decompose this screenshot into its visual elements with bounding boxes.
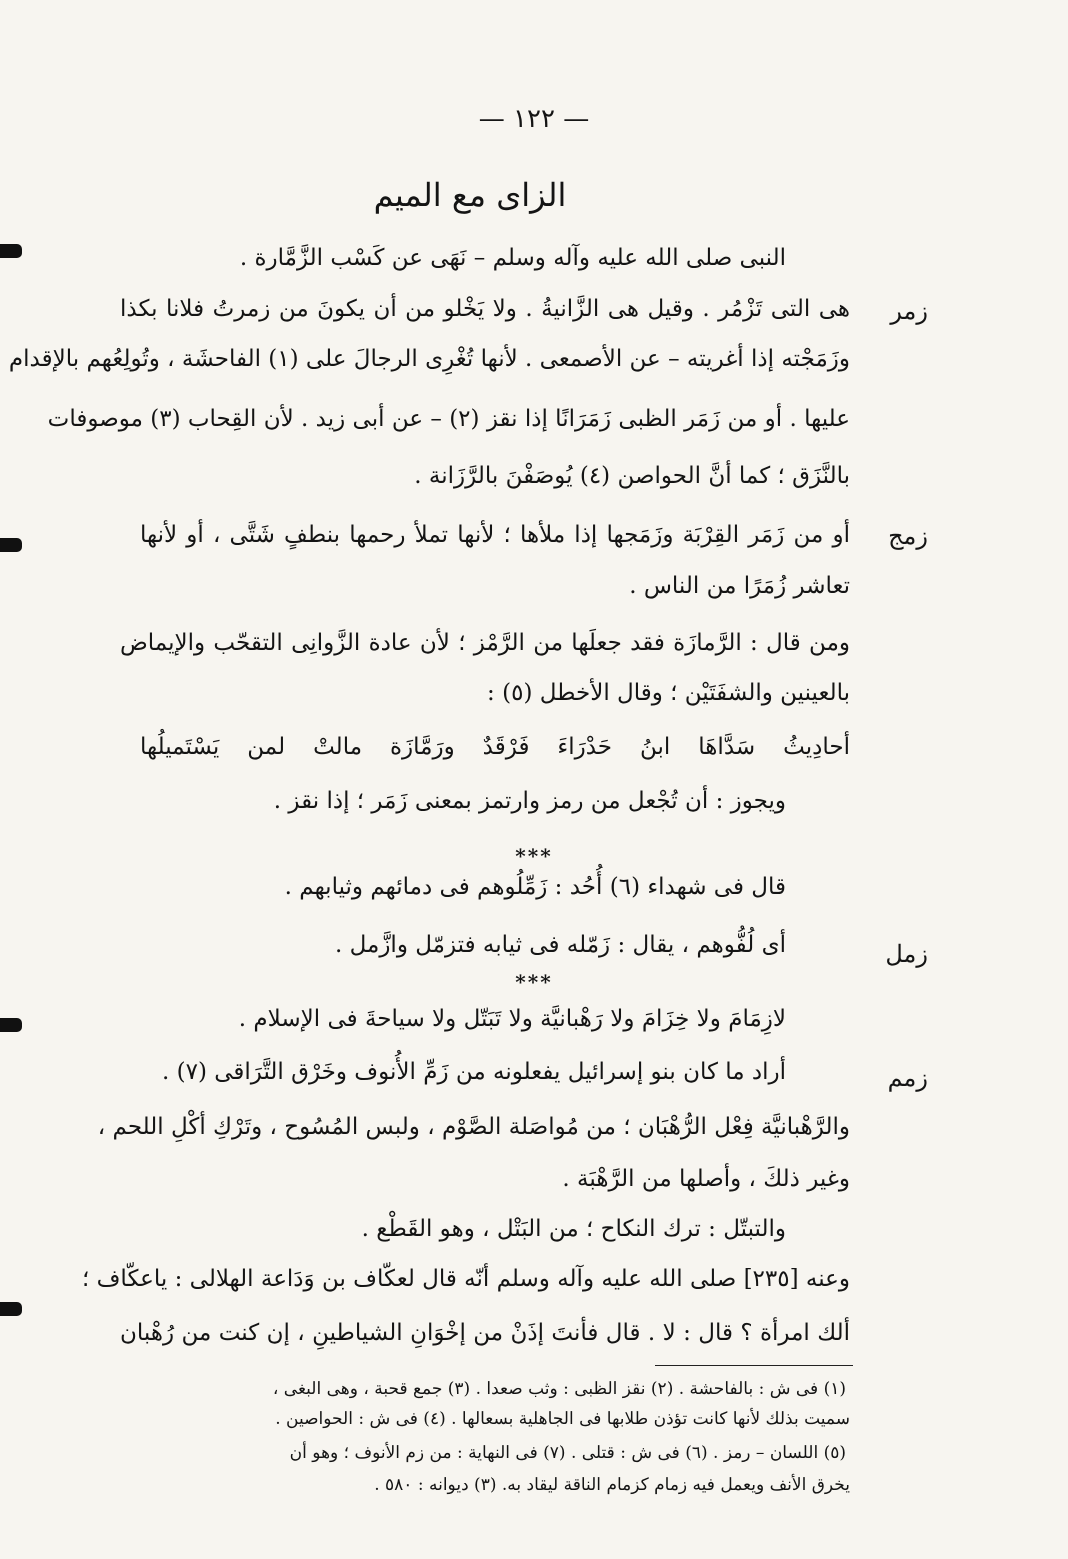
text-line: تعاشر زُمَرًا من الناس . — [629, 573, 850, 599]
footnote-line: يخرق الأنف ويعمل فيه زمام كزمام الناقة ليقاد به. (٣) ديوانه : ٥٨٠ . — [374, 1475, 850, 1495]
text-line: النبى صلى الله عليه وآله وسلم – نَهَى عن كَسْب الزَّمَّارة . — [239, 245, 786, 271]
text-line: أو من زَمَر القِرْبَة وزَمَجها إذا ملأها ؛ لأنها تملأ رحمها بنطفٍ شَتَّى ، أو لأنها — [140, 522, 850, 548]
text-line: ويجوز : أن تُجْعل من رمز وارتمز بمعنى زَمَر ؛ إذا نقز . — [273, 788, 786, 814]
margin-word-zamm: زمم — [887, 1064, 928, 1092]
text-line: عليها . أو من زَمَر الظبى زَمَرَانًا إذا نقز (٢) – عن أبى زيد . لأن القِحاب (٣) موصوفات — [47, 406, 850, 432]
margin-tab-mark — [0, 1018, 22, 1032]
text-line: بالعينين والشفَتَيْن ؛ وقال الأخطل (٥) : — [487, 680, 850, 706]
footnote-line: (١) فى ش : بالفاحشة . (٢) نقز الظبى : وثب صعدا . (٣) جمع قحبة ، وهى البغى ، — [272, 1379, 846, 1399]
text-line: وزَمَجْته إذا أغريته – عن الأصمعى . لأنها تُغْرِى الرجالَ على (١) الفاحشَة ، وتُولِعُهم بالإقدام — [8, 346, 850, 372]
text-line: لازِمَامَ ولا خِزَامَ ولا رَهْبانيَّة ولا تَبَتّل ولا سياحةَ فى الإسلام . — [238, 1006, 786, 1032]
section-title: الزاى مع الميم — [373, 176, 567, 214]
text-line: والتبتّل : ترك النكاح ؛ من البَتْل ، وهو القَطْع . — [361, 1216, 786, 1242]
margin-word-zamr: زمر — [890, 297, 928, 325]
margin-word-zamj: زمج — [888, 522, 928, 550]
page-number: — ١٢٢ — — [478, 104, 590, 134]
margin-word-zaml: زمل — [885, 940, 928, 968]
text-line: وعنه [٢٣٥] صلى الله عليه وآله وسلم أنّه قال لعكّاف بن وَدَاعة الهلالى : ياعكّاف ؛ — [81, 1266, 850, 1292]
text-line: وغير ذلكَ ، وأصلها من الرَّهْبَة . — [562, 1166, 850, 1192]
poem-verse: أحادِيثُ سَدَّاهَا ابنُ حَدْرَاءَ فَرْقَدٌ ورَمَّازَة مالتْ لمن يَسْتَميلُها — [140, 734, 850, 760]
text-line: والرَّهْبانيَّة فِعْل الرُّهْبَان ؛ من مُواصَلة الصَّوْم ، ولبس المُسُوح ، وتَرْكِ أكْلِ اللحم ، — [97, 1114, 850, 1140]
margin-tab-mark — [0, 244, 22, 258]
separator-stars: *** — [515, 844, 553, 868]
text-line: ومن قال : الرَّمازَة فقد جعلَها من الرَّمْز ؛ لأن عادة الزَّوانِى التقحّب والإيماض — [120, 630, 850, 656]
text-line: أى لُفُّوهم ، يقال : زَمّله فى ثيابه فتزمّل وازَّمل . — [334, 932, 786, 958]
margin-tab-mark — [0, 1302, 22, 1316]
footnote-separator — [655, 1365, 853, 1366]
margin-tab-mark — [0, 538, 22, 552]
footnote-line: (٥) اللسان – رمز . (٦) فى ش : قتلى . (٧) فى النهاية : من زم الأنوف ؛ وهو أن — [289, 1443, 846, 1463]
text-line: قال فى شهداء (٦) أُحُد : زَمِّلُوهم فى دمائهم وثيابهم . — [284, 874, 786, 900]
separator-stars: *** — [515, 970, 553, 994]
text-line: هى التى تَزْمُر . وقيل هى الزَّانيةُ . ولا يَخْلو من أن يكونَ من زمرتُ فلانا بكذا — [120, 296, 850, 322]
text-line: أراد ما كان بنو إسرائيل يفعلونه من زَمِّ الأُنوف وخَرْق التَّرَاقى (٧) . — [161, 1059, 786, 1085]
text-line: ألك امرأة ؟ قال : لا . قال فأنتَ إذَنْ من إخْوَانِ الشياطينِ ، إن كنت من رُهْبان — [120, 1320, 850, 1346]
footnote-line: سميت بذلك لأنها كانت تؤذن طلابها فى الجاهلية بسعالها . (٤) فى ش : الحواصين . — [275, 1409, 850, 1429]
text-line: بالنَّزَق ؛ كما أنَّ الحواصن (٤) يُوصَفْنَ بالرَّزَانة . — [414, 463, 850, 489]
